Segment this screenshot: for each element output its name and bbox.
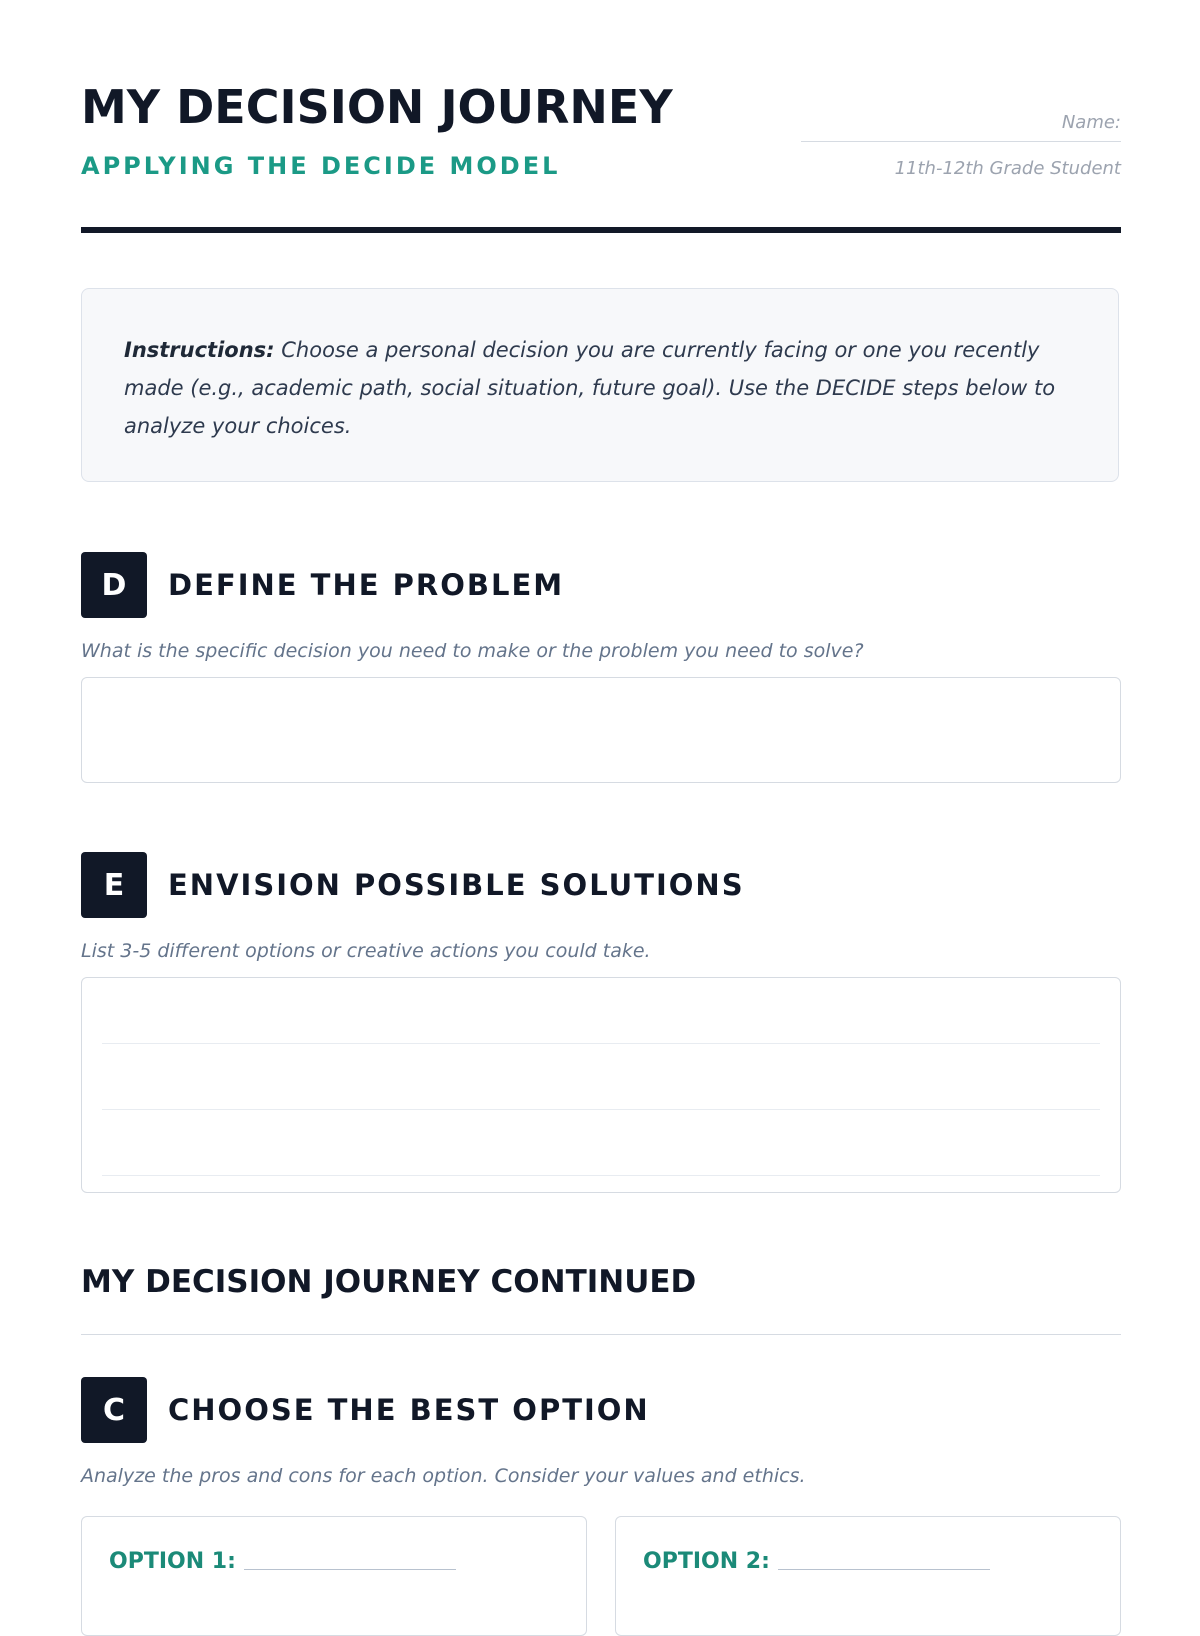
option-card	[81, 1516, 587, 1636]
define-answer-box[interactable]	[81, 677, 1121, 783]
step-letter-badge: C	[81, 1377, 147, 1443]
worksheet-header	[81, 0, 1121, 232]
option-header	[643, 1549, 990, 1574]
option-header	[109, 1549, 456, 1574]
option-label: OPTION 1:	[109, 1549, 236, 1574]
step-envision	[81, 852, 1121, 1193]
grade-label: 11th-12th Grade Student	[894, 158, 1121, 179]
header-divider	[81, 227, 1121, 233]
name-block	[801, 112, 1121, 179]
option-label: OPTION 2:	[643, 1549, 770, 1574]
step-title: ENVISION POSSIBLE SOLUTIONS	[168, 868, 745, 902]
step-letter-badge: E	[81, 852, 147, 918]
answer-line[interactable]	[102, 1110, 1100, 1176]
step-header	[81, 852, 1121, 918]
name-field[interactable]: Name:	[801, 112, 1121, 142]
step-title: CHOOSE THE BEST OPTION	[168, 1393, 650, 1427]
step-letter-badge: D	[81, 552, 147, 618]
instructions-text: Choose a personal decision you are currently facing or one you recently made (e.g., academic path, social situation, future goal). Use the DECIDE steps below to analyze your choices.	[124, 338, 1056, 438]
instructions-lead: Instructions:	[124, 338, 275, 362]
continued-divider	[81, 1334, 1121, 1335]
step-prompt: Analyze the pros and cons for each option. Consider your values and ethics.	[81, 1465, 806, 1487]
instructions-box	[81, 288, 1119, 482]
step-prompt: What is the specific decision you need to make or the problem you need to solve?	[81, 640, 864, 662]
step-prompt: List 3-5 different options or creative actions you could take.	[81, 940, 651, 962]
answer-line[interactable]	[102, 1044, 1100, 1110]
step-header	[81, 1377, 1121, 1443]
page-subtitle: APPLYING THE DECIDE MODEL	[81, 152, 561, 180]
step-header	[81, 552, 1121, 618]
answer-line[interactable]	[102, 978, 1100, 1044]
option-card	[615, 1516, 1121, 1636]
step-title: DEFINE THE PROBLEM	[168, 568, 565, 602]
page-title: MY DECISION JOURNEY	[81, 80, 673, 134]
option-name-field[interactable]	[244, 1569, 456, 1570]
worksheet-page	[81, 0, 1121, 1574]
step-define	[81, 552, 1121, 783]
option-name-field[interactable]	[778, 1569, 990, 1570]
step-choose	[81, 1377, 1121, 1487]
continued-title: MY DECISION JOURNEY CONTINUED	[81, 1264, 697, 1300]
envision-answer-box[interactable]	[81, 977, 1121, 1193]
